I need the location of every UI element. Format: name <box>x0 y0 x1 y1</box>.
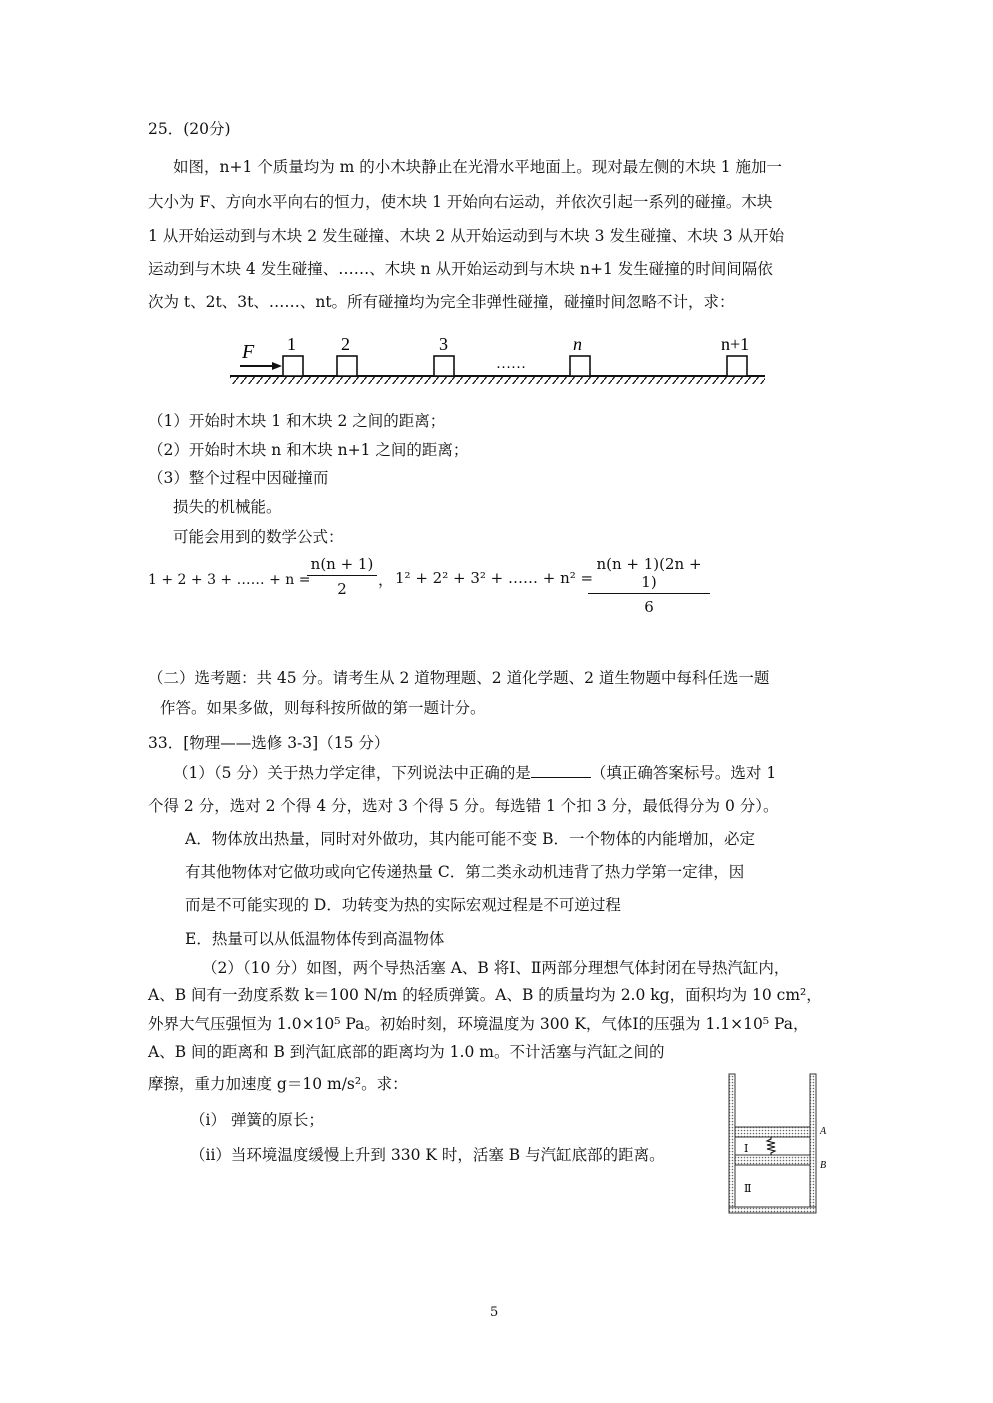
block-2-label: 2 <box>341 334 350 354</box>
piston-a-label: A <box>820 1126 827 1137</box>
q25-paragraph-line-2: 大小为 F、方向水平向右的恒力，使木块 1 开始向右运动，并依次引起一系列的碰撞。木块 <box>148 193 773 211</box>
ground-hatching <box>230 376 765 384</box>
formula-1-fraction <box>307 555 377 598</box>
blocks-figure <box>228 330 768 390</box>
option-b-c: 有其他物体对它做功或向它传递热量 C．第二类永动机违背了热力学第一定律，因 <box>185 863 745 881</box>
q33-part1-line-1 <box>173 763 776 783</box>
formula-separator: ， <box>378 571 394 589</box>
page-number: 5 <box>490 1305 499 1320</box>
q25-sub-question-2: （2）开始时木块 n 和木块 n+1 之间的距离； <box>148 441 469 459</box>
block-n-plus-1-label: n+1 <box>721 334 750 354</box>
block-3-label: 3 <box>439 334 448 354</box>
section-2-line-1: （二）选考题：共 45 分。请考生从 2 道物理题、2 道化学题、2 道生物题中每科任选一题 <box>148 669 770 687</box>
ellipsis-dots: …… <box>496 356 526 372</box>
force-label: F <box>242 341 255 363</box>
option-e: E．热量可以从低温物体传到高温物体 <box>185 930 445 948</box>
formula-2-fraction <box>588 555 710 616</box>
piston-a <box>735 1127 810 1137</box>
piston-b <box>735 1155 810 1165</box>
block-n-plus-1 <box>727 356 747 376</box>
option-a-b: A．物体放出热量，同时对外做功，其内能可能不变 B．一个物体的内能增加，必定 <box>185 830 756 848</box>
spring <box>767 1137 775 1155</box>
q33-part2-line-1: （2）（10 分）如图，两个导热活塞 A、B 将Ⅰ、Ⅱ两部分理想气体封闭在导热汽缸内， <box>202 959 790 977</box>
formula-2-lhs: 1² + 2² + 3² + …… + n² = <box>395 569 594 587</box>
q33-part2-line-3: 外界大气压强恒为 1.0×10⁵ Pa。初始时刻，环境温度为 300 K，气体Ⅰ的压强为 1.1×10⁵ Pa， <box>148 1015 809 1033</box>
q25-paragraph-line-3: 1 从开始运动到与木块 2 发生碰撞、木块 2 从开始运动到与木块 3 发生碰撞、木块 3 从开始 <box>148 227 785 245</box>
q25-paragraph-line-4: 运动到与木块 4 发生碰撞、……、木块 n 从开始运动到与木块 n+1 发生碰撞的时间间隔依 <box>148 260 773 278</box>
q33-part1-line-2: 个得 2 分，选对 2 个得 4 分，选对 3 个得 5 分。每选错 1 个扣 3 分，最低得分为 0 分）。 <box>148 797 779 815</box>
q33-part1-prompt: （1）（5 分）关于热力学定律，下列说法中正确的是 <box>173 764 531 782</box>
formula-1-denominator: 2 <box>337 580 347 598</box>
cylinder-wall-right <box>810 1074 816 1212</box>
cylinder-figure <box>725 1072 840 1216</box>
math-hint-label: 可能会用到的数学公式： <box>173 528 344 546</box>
q33-part2-line-2: A、B 间有一劲度系数 k＝100 N/m 的轻质弹簧。A、B 的质量均为 2.0 kg，面积均为 10 cm²， <box>148 986 822 1004</box>
block-1-label: 1 <box>287 334 296 354</box>
q25-sub-question-1: （1）开始时木块 1 和木块 2 之间的距离； <box>148 412 446 430</box>
q33-sub-ii: （ii）当环境温度缓慢上升到 330 K 时，活塞 B 与汽缸底部的距离。 <box>190 1146 665 1164</box>
block-3 <box>434 356 454 376</box>
formula-2-denominator: 6 <box>644 598 654 616</box>
formula-2-numerator: n(n + 1)(2n + 1) <box>588 555 710 594</box>
q33-part2-line-5: 摩擦，重力加速度 g＝10 m/s²。求： <box>148 1075 408 1093</box>
piston-b-label: B <box>820 1160 827 1171</box>
gas-i-label: Ⅰ <box>744 1143 749 1155</box>
gas-ii-label: Ⅱ <box>744 1183 752 1195</box>
block-1 <box>283 356 303 376</box>
q25-paragraph-line-5: 次为 t、2t、3t、……、nt。所有碰撞均为完全非弹性碰撞，碰撞时间忽略不计，求： <box>148 293 735 311</box>
q33-part1-instructions: （填正确答案标号。选对 1 <box>590 764 777 782</box>
force-arrowhead <box>272 362 282 370</box>
q25-sub-question-3b: 损失的机械能。 <box>173 498 282 516</box>
cylinder-bottom <box>729 1207 816 1213</box>
formula-1-numerator: n(n + 1) <box>307 555 377 576</box>
section-2-line-2: 作答。如果多做，则每科按所做的第一题计分。 <box>160 699 486 717</box>
formula-1-lhs: 1 + 2 + 3 + …… + n = <box>148 572 311 588</box>
q33-part2-line-4: A、B 间的距离和 B 到汽缸底部的距离均为 1.0 m。不计活塞与汽缸之间的 <box>148 1043 665 1061</box>
question-33-header: 33．[物理——选修 3-3]（15 分） <box>148 734 390 752</box>
answer-blank[interactable] <box>531 763 591 778</box>
cylinder-wall-left <box>729 1074 735 1212</box>
block-n <box>570 356 590 376</box>
block-2 <box>337 356 357 376</box>
q33-sub-i: （i） 弹簧的原长； <box>190 1111 324 1129</box>
q25-sub-question-3a: （3）整个过程中因碰撞而 <box>148 469 329 487</box>
option-c-d: 而是不可能实现的 D．功转变为热的实际宏观过程是不可逆过程 <box>185 896 621 914</box>
block-n-label: n <box>573 334 582 354</box>
question-25-header: 25．(20分) <box>148 120 231 138</box>
q25-paragraph-line-1: 如图，n+1 个质量均为 m 的小木块静止在光滑水平地面上。现对最左侧的木块 1 施加一 <box>173 158 783 176</box>
